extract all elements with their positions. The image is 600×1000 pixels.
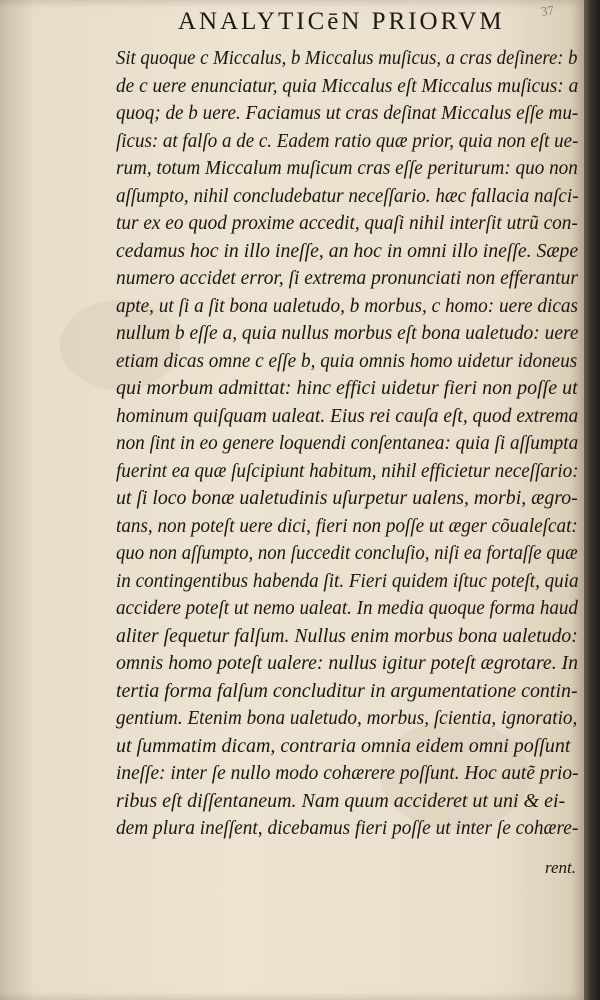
text-line: ut ſummatim dicam, contraria omnia eidem omni poſſunt (116, 734, 571, 757)
text-line: non ſint in eo genere loquendi conſentanea: quia ſi aſſumpta (116, 432, 579, 454)
text-line: in contingentibus habenda ſit. Fieri quidem iſtuc poteſt, quia (116, 569, 579, 592)
text-line: aſſumpto, nihil concludebatur neceſſario. hæc fallacia naſci- (116, 184, 579, 207)
text-line: quoq; de b uere. Faciamus ut cras deſinat Miccalus eſſe mu- (116, 102, 579, 124)
folio-number: 37 (539, 2, 555, 19)
text-line: hominum quiſquam ualeat. Eius rei cauſa eſt, quod extrema (116, 404, 579, 427)
text-line: gentium. Etenim bona ualetudo, morbus, ſcientia, ignoratio, (116, 707, 578, 729)
running-head: ANALYTICēN PRIORVM (178, 8, 505, 35)
text-line: ribus eſt diſſentaneum. Nam quum accideret ut uni & ei- (116, 789, 566, 812)
text-line: omnis homo poteſt ualere: nullus igitur poteſt ægrotare. In (116, 652, 579, 674)
text-line: fuerint ea quæ ſuſcipiunt habitum, nihil efficietur neceſſario: (116, 459, 579, 482)
text-line: Sit quoque c Miccalus, b Miccalus muſicus, a cras deſinere: b (116, 47, 578, 69)
body-text (116, 45, 586, 843)
book-gutter-edge (584, 0, 600, 1000)
text-line: accidere poteſt ut nemo ualeat. In media quoque forma haud (116, 597, 578, 619)
text-line: nullum b eſſe a, quia nullus morbus eſt bona ualetudo: uere (116, 322, 579, 344)
text-line: ineſſe: inter ſe nullo modo cohærere poſſunt. Hoc autẽ prio- (116, 762, 579, 784)
text-line: de c uere enunciatur, quia Miccalus eſt Miccalus muſicus: a (116, 74, 579, 97)
text-line: cedamus hoc in illo ineſſe, an hoc in omni illo ineſſe. Sæpe (116, 239, 579, 262)
text-line: apte, ut ſi a ſit bona ualetudo, b morbus, c homo: uere dicas (116, 294, 579, 317)
text-line: tans, non poteſt uere dici, fieri non poſſe ut æger cõualeſcat: (116, 514, 578, 537)
text-line: aliter ſequetur falſum. Nullus enim morbus bona ualetudo: (116, 624, 578, 647)
text-line: dem plura ineſſent, dicebamus fieri poſſe ut inter ſe cohære- (116, 817, 579, 839)
text-line: tur ex eo quod proxime accedit, quaſi nihil interſit utrũ con- (116, 212, 578, 234)
text-line: ſicus: at falſo a de c. Eadem ratio quæ prior, quia non eſt ue- (116, 129, 579, 152)
text-line: tertia forma falſum concluditur in argumentatione contin- (116, 679, 578, 702)
text-line: qui morbum admittat: hinc effici uidetur fieri non poſſe ut (116, 377, 578, 399)
text-line: quo non aſſumpto, non ſuccedit concluſio, niſi ea fortaſſe quæ (116, 542, 578, 564)
text-line: numero accidet error, ſi extrema pronunciati non efferantur (116, 267, 578, 289)
text-line: etiam dicas omne c eſſe b, quia omnis homo uidetur idoneus (116, 349, 578, 372)
text-line: ut ſi loco bonæ ualetudinis uſurpetur ualens, morbi, ægro- (116, 487, 578, 509)
text-line: rum, totum Miccalum muſicum cras eſſe periturum: quo non (116, 157, 578, 179)
catchword: rent. (545, 858, 577, 877)
